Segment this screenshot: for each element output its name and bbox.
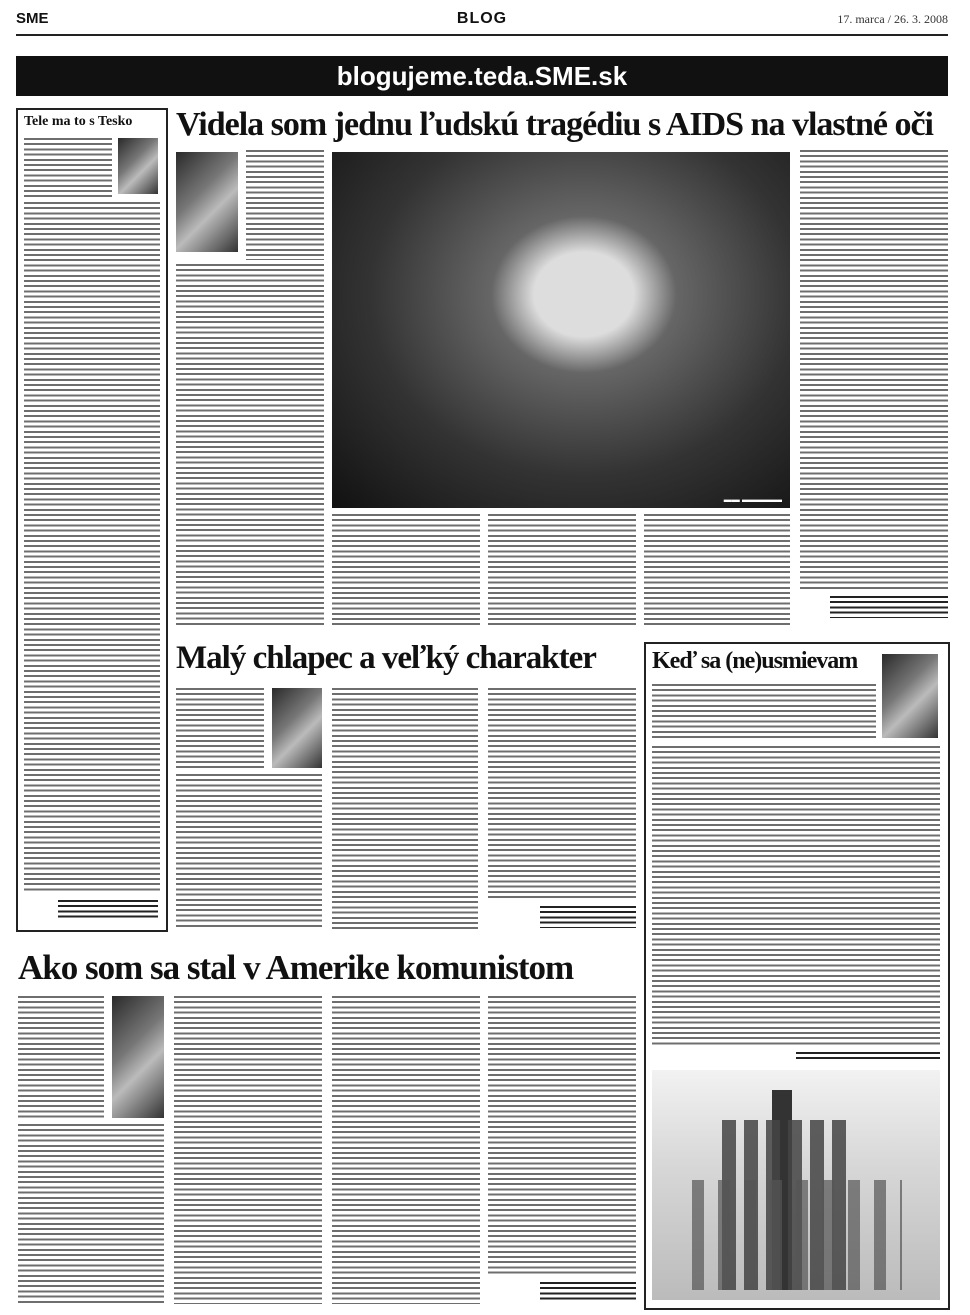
paper-name: SME bbox=[16, 10, 49, 27]
headline-aids: Videla som jednu ľudskú tragédiu s AIDS na vlastné oči bbox=[176, 106, 934, 143]
left-column-title: Tele ma to s Tesko bbox=[24, 114, 133, 129]
author-photo bbox=[176, 152, 238, 252]
article-body bbox=[18, 996, 104, 1118]
article-body bbox=[488, 996, 636, 1276]
section-name: BLOG bbox=[456, 10, 508, 27]
article-body bbox=[246, 150, 324, 260]
headline-ked: Keď sa (ne)usmievam bbox=[652, 648, 858, 674]
article-body bbox=[176, 688, 264, 768]
article-body bbox=[332, 514, 480, 626]
author-byline bbox=[58, 900, 158, 920]
traffic-lights-photo bbox=[652, 1070, 940, 1300]
article-body bbox=[332, 996, 480, 1304]
photo-credit: ▬▬ ▬▬▬▬▬ bbox=[723, 495, 782, 504]
article-body bbox=[176, 774, 322, 930]
article-body bbox=[488, 688, 636, 900]
article-body bbox=[24, 138, 112, 198]
article-body bbox=[24, 202, 160, 892]
article-body bbox=[652, 684, 876, 740]
author-byline bbox=[540, 1282, 636, 1302]
issue-date: 17. marca / 26. 3. 2008 bbox=[837, 12, 948, 26]
author-byline bbox=[830, 596, 948, 618]
headline-ako: Ako som sa stal v Amerike komunistom bbox=[18, 948, 574, 987]
article-body bbox=[176, 264, 324, 626]
main-photo bbox=[332, 152, 790, 508]
author-photo bbox=[112, 996, 164, 1118]
left-column-article bbox=[16, 108, 168, 932]
article-body bbox=[644, 514, 790, 626]
article-body bbox=[332, 688, 478, 930]
article-body bbox=[488, 514, 636, 626]
author-photo bbox=[118, 138, 158, 194]
author-byline bbox=[796, 1052, 940, 1062]
author-photo bbox=[882, 654, 938, 738]
sidebar-article-box bbox=[644, 642, 950, 1310]
section-banner: blogujeme.teda.SME.sk bbox=[16, 56, 948, 96]
headline-maly: Malý chlapec a veľký charakter bbox=[176, 640, 596, 676]
article-body bbox=[174, 996, 322, 1304]
article-body bbox=[18, 1124, 164, 1304]
masthead bbox=[16, 8, 948, 36]
article-body bbox=[652, 746, 940, 1046]
article-body bbox=[800, 150, 948, 590]
author-byline bbox=[540, 906, 636, 928]
author-photo bbox=[272, 688, 322, 768]
